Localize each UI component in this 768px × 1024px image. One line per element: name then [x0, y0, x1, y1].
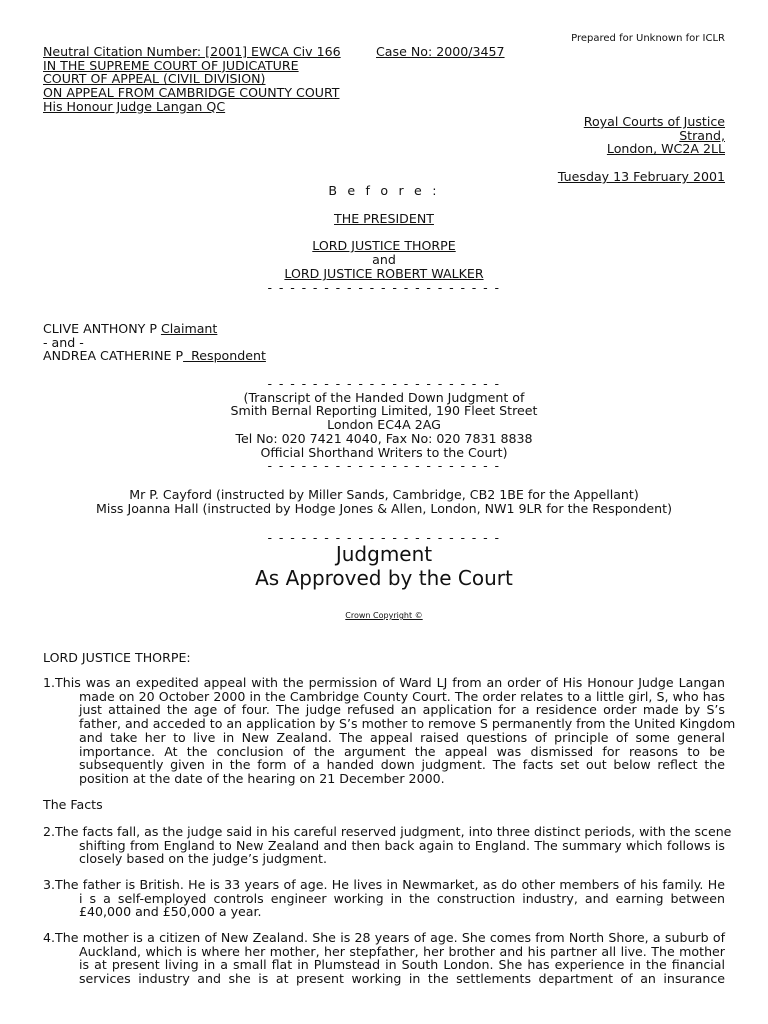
parties-and: - and - — [43, 334, 84, 350]
court-line-2: COURT OF APPEAL (CIVIL DIVISION) — [43, 71, 266, 87]
separator-dashes: - - - - - - - - - - - - - - - - - - - - - — [267, 280, 501, 295]
respondent-line — [43, 349, 266, 363]
p2-line: closely based on the judge’s judgment. — [79, 851, 327, 867]
paragraph-3 — [43, 878, 725, 919]
p1-line: made on 20 October 2000 in the Cambridge County Court. The order relates to a little girl, S, who has — [79, 688, 725, 704]
p1-line: and take her to live in New Zealand. The appeal raised questions of principle of some general — [79, 729, 725, 745]
transcript-block — [0, 377, 768, 473]
p2-line: shifting from England to New Zealand and then back again to England. The summary which follows is — [79, 837, 725, 853]
counsel-block — [0, 488, 768, 515]
judgment-title-line-2: As Approved by the Court — [255, 565, 513, 590]
judge-walker: LORD JUSTICE ROBERT WALKER — [284, 266, 484, 281]
p1-line: father, and acceded to an application by S’s mother to remove S permanently from the United Kingdom — [79, 716, 736, 732]
p4-line: is at present living in a small flat in Plumstead in South London. She has experience in the financial — [79, 957, 725, 973]
judgment-date: Tuesday 13 February 2001 — [557, 169, 725, 184]
claimant-line — [43, 322, 266, 336]
court-header — [43, 45, 341, 114]
transcript-line-4: Tel No: 020 7421 4040, Fax No: 020 7831 8838 — [235, 430, 533, 446]
transcript-line-1: (Transcript of the Handed Down Judgment of — [243, 389, 525, 405]
p1-line: subsequently given in the form of a handed down judgment. The facts set out below reflect the — [79, 757, 725, 773]
transcript-line-3: London EC4A 2AG — [327, 417, 441, 433]
p4-line: services industry and she is at present working in the settlements department of an insurance — [79, 971, 725, 987]
p4-line: 4.The mother is a citizen of New Zealand. She is 28 years of age. She comes from North Shore, a suburb of — [43, 930, 725, 945]
facts-heading: The Facts — [43, 797, 103, 812]
transcript-line-2: Smith Bernal Reporting Limited, 190 Fleet Street — [230, 403, 538, 419]
transcript-line-5: Official Shorthand Writers to the Court) — [260, 444, 508, 460]
transcript-dashes-bottom: - - - - - - - - - - - - - - - - - - - - - — [267, 458, 501, 474]
respondent-name: ANDREA CATHERINE P — [43, 348, 184, 364]
lj-heading: LORD JUSTICE THORPE: — [43, 650, 191, 665]
transcript-dashes-top: - - - - - - - - - - - - - - - - - - - - - — [267, 376, 501, 391]
p3-line: £40,000 and £50,000 a year. — [79, 904, 262, 920]
paragraph-1 — [43, 675, 736, 786]
judgment-title-line-1: Judgment — [335, 542, 433, 566]
court-line-1: IN THE SUPREME COURT OF JUDICATURE — [43, 57, 299, 73]
case-number: Case No: 2000/3457 — [376, 44, 505, 59]
bench-and: and — [372, 252, 396, 267]
court-address — [584, 115, 725, 156]
judge-thorpe: LORD JUSTICE THORPE — [312, 238, 456, 253]
paragraph-4 — [43, 931, 725, 986]
address-line-2: Strand, — [679, 127, 725, 143]
address-line-1: Royal Courts of Justice — [583, 114, 725, 129]
neutral-citation: Neutral Citation Number: [2001] EWCA Civ 166 — [43, 44, 341, 59]
p3-line: 3.The father is British. He is 33 years of age. He lives in Newmarket, as do other members of his family. He — [43, 877, 725, 892]
p1-line: just attained the age of four. The judge refused an application for a residence order made by S’s — [79, 702, 725, 718]
p3-line: i s a self-employed controls engineer working in the construction industry, and earning between — [79, 890, 725, 906]
before-label: B e f o r e : — [328, 183, 440, 198]
p1-line: position at the date of the hearing on 21 December 2000. — [79, 770, 445, 786]
p1-line: importance. At the conclusion of the argument the appeal was dismissed for reasons to be — [79, 743, 725, 759]
appeal-from: ON APPEAL FROM CAMBRIDGE COUNTY COURT — [43, 85, 340, 101]
p1-line: 1.This was an expedited appeal with the permission of Ward LJ from an order of His Honour Judge Langan — [43, 675, 725, 690]
parties-block — [43, 322, 266, 363]
prepared-for-note: Prepared for Unknown for ICLR — [571, 33, 725, 44]
judgment-title — [0, 543, 768, 590]
counsel-respondent: Miss Joanna Hall (instructed by Hodge Jones & Allen, London, NW1 9LR for the Respondent) — [96, 500, 672, 516]
respondent-role: Respondent — [183, 348, 266, 364]
address-line-3: London, WC2A 2LL — [606, 141, 725, 157]
claimant-name: CLIVE ANTHONY P — [43, 321, 161, 336]
judge-president: THE PRESIDENT — [334, 211, 434, 226]
trial-judge: His Honour Judge Langan QC — [43, 98, 226, 114]
judgment-dashes: - - - - - - - - - - - - - - - - - - - - - — [267, 530, 501, 545]
counsel-appellant: Mr P. Cayford (instructed by Miller Sands, Cambridge, CB2 1BE for the Appellant) — [129, 487, 639, 502]
p2-line: 2.The facts fall, as the judge said in his careful reserved judgment, into three distinct periods, with the scene — [43, 824, 732, 839]
paragraph-2 — [43, 824, 732, 867]
p4-line: Auckland, which is where her mother, her stepfather, her brother and his partner all live. The mother — [79, 943, 725, 959]
crown-copyright: Crown Copyright © — [345, 611, 423, 620]
claimant-role: Claimant — [160, 321, 218, 336]
